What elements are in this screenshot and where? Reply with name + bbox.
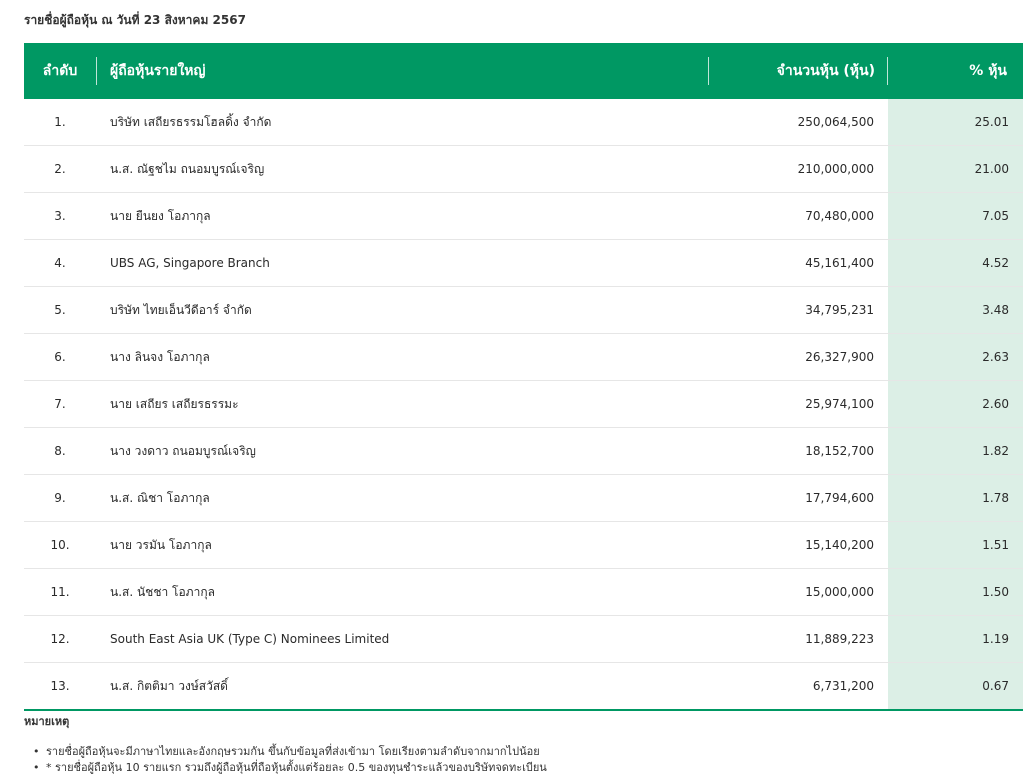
note-text: * รายชื่อผู้ถือหุ้น 10 รายแรก รวมถึงผู้ถือหุ้นที่ถือหุ้นตั้งแต่ร้อยละ 0.5 ของทุนชำระแล้วของบริษัทจดทะเบียน [46,761,547,774]
cell-name: นาย วรมัน โอภากุล [110,538,212,552]
cell-name: UBS AG, Singapore Branch [110,256,270,270]
cell-percent: 7.05 [888,193,1023,239]
cell-percent: 21.00 [888,146,1023,192]
cell-rank: 3. [54,209,66,223]
cell-percent: 0.67 [888,663,1023,709]
cell-percent: 1.78 [888,475,1023,521]
shareholders-table [24,43,1023,711]
cell-rank: 7. [54,397,66,411]
cell-percent: 1.19 [888,616,1023,662]
cell-shares: 15,000,000 [805,585,874,599]
cell-shares: 45,161,400 [805,256,874,270]
table-row [24,99,1023,145]
cell-shares: 25,974,100 [805,397,874,411]
cell-name: นาย ยืนยง โอภากุล [110,209,211,223]
cell-shares: 15,140,200 [805,538,874,552]
notes-title: หมายเหตุ [24,715,70,728]
cell-shares: 17,794,600 [805,491,874,505]
cell-percent: 1.82 [888,428,1023,474]
header-rank: ลำดับ [42,63,78,79]
cell-rank: 11. [50,585,70,599]
cell-name: บริษัท ไทยเอ็นวีดีอาร์ จำกัด [110,303,252,317]
cell-name: น.ส. ณิชา โอภากุล [110,491,210,505]
note-text: รายชื่อผู้ถือหุ้นจะมีภาษาไทยและอังกฤษรวมกัน ขึ้นกับข้อมูลที่ส่งเข้ามา โดยเรียงตามลำดับจากมากไปน้อย [46,745,540,758]
table-row [24,333,1023,380]
table-row [24,145,1023,192]
note-item [33,760,1014,776]
table-row [24,568,1023,615]
table-row [24,662,1023,709]
table-row [24,286,1023,333]
header-shares: จำนวนหุ้น (หุ้น) [776,63,875,79]
cell-percent: 25.01 [888,99,1023,145]
cell-shares: 250,064,500 [797,115,874,129]
table-row [24,380,1023,427]
page-title: รายชื่อผู้ถือหุ้น ณ วันที่ 23 สิงหาคม 2567 [24,13,246,27]
cell-rank: 1. [54,115,66,129]
notes-section [24,712,1014,776]
cell-percent: 2.60 [888,381,1023,427]
cell-shares: 26,327,900 [805,350,874,364]
cell-name: South East Asia UK (Type C) Nominees Limited [110,632,390,646]
bullet-icon: • [33,761,40,774]
bullet-icon: • [33,745,40,758]
note-item [33,744,1014,760]
table-row [24,239,1023,286]
cell-rank: 2. [54,162,66,176]
cell-percent: 2.63 [888,334,1023,380]
cell-name: น.ส. กิตติมา วงษ์สวัสดิ์ [110,679,228,693]
header-name: ผู้ถือหุ้นรายใหญ่ [110,63,206,79]
cell-percent: 1.50 [888,569,1023,615]
table-row [24,521,1023,568]
cell-rank: 5. [54,303,66,317]
table-header [24,43,1023,99]
cell-rank: 10. [50,538,70,552]
cell-shares: 70,480,000 [805,209,874,223]
cell-rank: 4. [54,256,66,270]
cell-shares: 210,000,000 [797,162,874,176]
table-row [24,474,1023,521]
header-percent: % หุ้น [969,63,1007,79]
header-divider [708,57,709,85]
table-row [24,615,1023,662]
cell-shares: 6,731,200 [812,679,874,693]
cell-rank: 12. [50,632,70,646]
table-row [24,192,1023,239]
header-divider [887,57,888,85]
cell-rank: 6. [54,350,66,364]
table-body [24,99,1023,709]
cell-name: น.ส. นัชชา โอภากุล [110,585,215,599]
cell-rank: 8. [54,444,66,458]
cell-percent: 3.48 [888,287,1023,333]
cell-name: นาย เสถียร เสถียรธรรมะ [110,397,239,411]
cell-percent: 4.52 [888,240,1023,286]
cell-name: นาง ลินจง โอภากุล [110,350,210,364]
cell-shares: 34,795,231 [805,303,874,317]
table-row [24,427,1023,474]
header-divider [96,57,97,85]
notes-list [24,744,1014,776]
cell-rank: 13. [50,679,70,693]
cell-rank: 9. [54,491,66,505]
cell-name: บริษัท เสถียรธรรมโฮลดิ้ง จำกัด [110,115,272,129]
cell-name: นาง วงดาว ถนอมบูรณ์เจริญ [110,444,256,458]
cell-shares: 18,152,700 [805,444,874,458]
cell-shares: 11,889,223 [805,632,874,646]
cell-percent: 1.51 [888,522,1023,568]
cell-name: น.ส. ณัฐชไม ถนอมบูรณ์เจริญ [110,162,265,176]
